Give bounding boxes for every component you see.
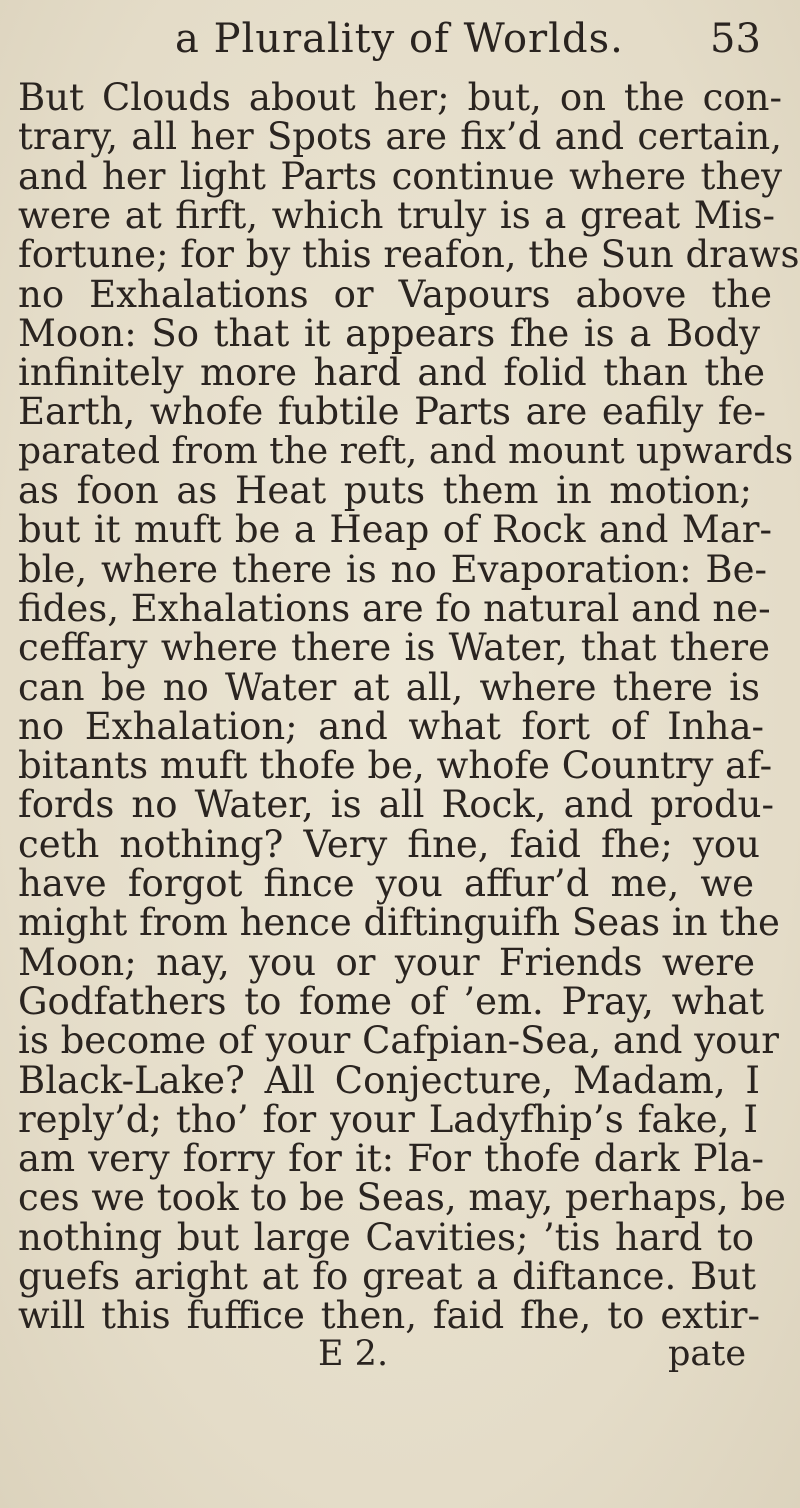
- text-line: ceth nothing? Very fine, faid fhe; you: [18, 822, 760, 866]
- text-line: infinitely more hard and folid than the: [18, 351, 765, 395]
- text-line: fords no Water, is all Rock, and produ-: [18, 783, 774, 827]
- running-title: a Plurality of Worlds.: [175, 16, 624, 62]
- text-line: and her light Parts continue where they: [18, 154, 782, 198]
- text-line: were at firft, which truly is a great Mis-: [18, 193, 775, 237]
- text-line: am very forry for it: For thofe dark Pla-: [18, 1137, 764, 1181]
- text-line: Earth, whofe fubtile Parts are eafily fe-: [18, 390, 766, 434]
- catchword: pate: [668, 1334, 747, 1374]
- text-line: Moon; nay, you or your Friends were: [18, 940, 755, 984]
- text-line: Black-Lake? All Conjecture, Madam, I: [18, 1058, 760, 1102]
- text-line: parated from the reft, and mount upwards: [18, 430, 794, 472]
- text-line: fides, Exhalations are fo natural and ne-: [18, 586, 771, 630]
- text-line: Godfathers to fome of ’em. Pray, what: [18, 979, 764, 1023]
- text-line: but it muft be a Heap of Rock and Mar-: [18, 508, 772, 552]
- text-line: no Exhalations or Vapours above the: [18, 272, 772, 316]
- text-line: ble, where there is no Evaporation: Be-: [18, 547, 767, 591]
- page-number: 53: [710, 16, 761, 62]
- text-line: bitants muft thofe be, whofe Country af-: [18, 744, 773, 788]
- running-head: [0, 10, 800, 70]
- text-line: no Exhalation; and what fort of Inha-: [18, 704, 764, 748]
- text-line: fortune; for by this reafon, the Sun draws: [18, 233, 800, 277]
- text-line: ces we took to be Seas, may, perhaps, be: [18, 1176, 786, 1220]
- signature-mark: E 2.: [318, 1334, 389, 1374]
- text-line: is become of your Cafpian-Sea, and your: [18, 1019, 779, 1063]
- text-line: as foon as Heat puts them in motion;: [18, 469, 752, 512]
- text-line: have forgot fince you affur’d me, we: [18, 862, 754, 905]
- text-line: ceffary where there is Water, that there: [18, 626, 770, 670]
- text-line: can be no Water at all, where there is: [18, 665, 760, 709]
- text-line: trary, all her Spots are fix’d and certain,: [18, 115, 782, 159]
- text-line: guefs aright at fo great a diftance. But: [18, 1255, 756, 1298]
- page-footer: [0, 1334, 800, 1378]
- text-line: reply’d; tho’ for your Ladyfhip’s fake, I: [18, 1097, 758, 1141]
- text-line: But Clouds about her; but, on the con-: [18, 76, 782, 119]
- text-line: nothing but large Cavities; ’tis hard to: [18, 1215, 754, 1259]
- text-line: might from hence diftinguifh Seas in the: [18, 901, 780, 945]
- text-line: Moon: So that it appears fhe is a Body: [18, 311, 760, 355]
- text-line: will this fuffice then, faid fhe, to extir-: [18, 1294, 760, 1338]
